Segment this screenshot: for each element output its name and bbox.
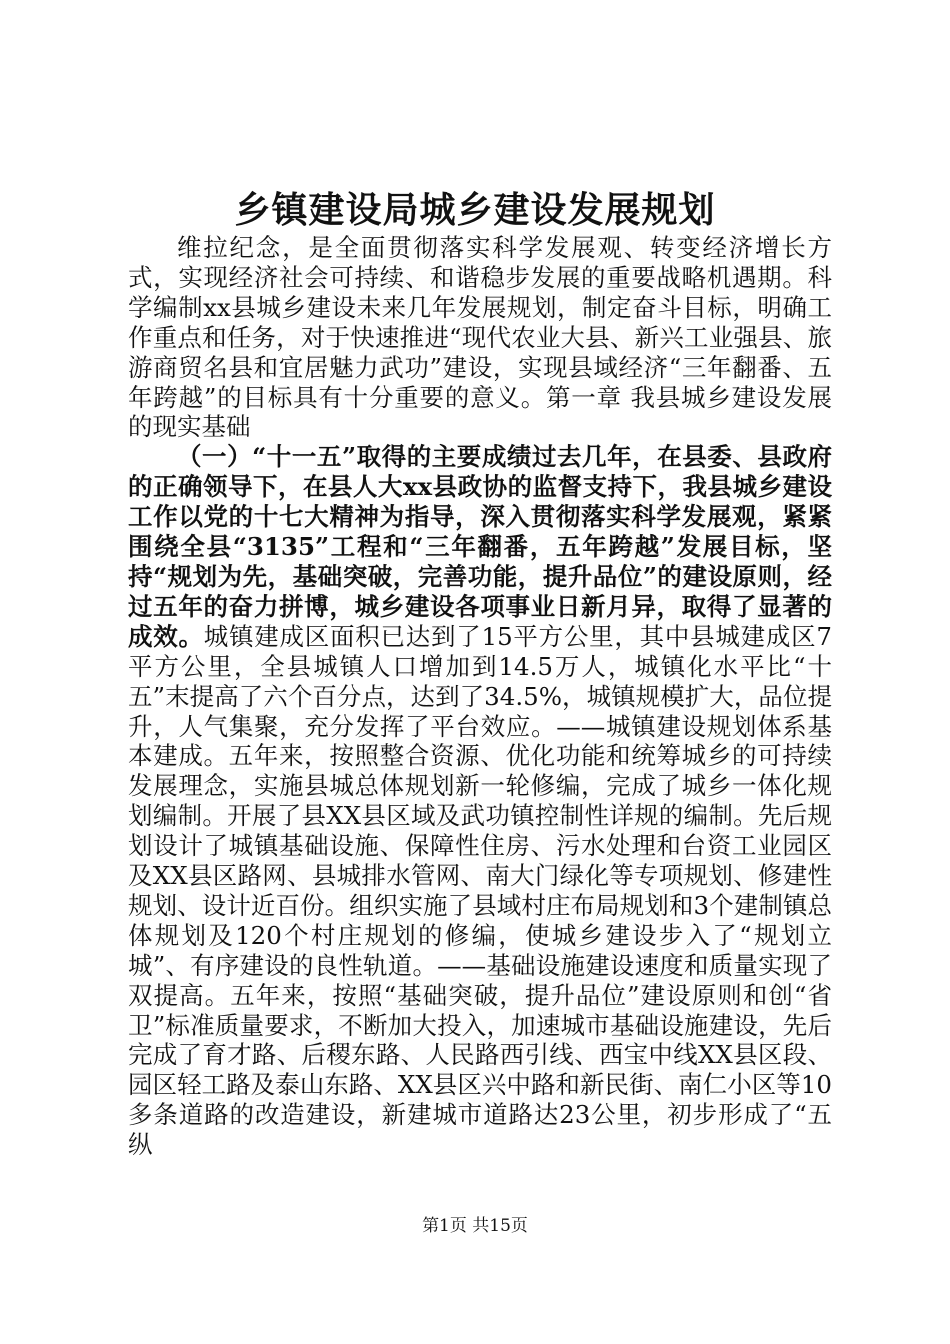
paragraph-intro-text: 维拉纪念，是全面贯彻落实科学发展观、转变经济增长方式，实现经济社会可持续、和谐稳步发展的重要战略机遇期。科学编制xx县城乡建设未来几年发展规划，制定奋斗目标，明确工作重点和任务，对于快速推进“现代农业大县、新兴工业强县、旅游商贸名县和宜居魅力武功”建设，实现县域经济“三年翻番、五年跨越”的目标具有十分重要的意义。第一章 我县城乡建设发展的现实基础 (128, 233, 832, 442)
paragraph-intro (128, 233, 832, 442)
page-number-footer: 第1页 共15页 (422, 1216, 528, 1236)
document-title: 乡镇建设局城乡建设发展规划 (234, 189, 716, 231)
paragraph-achievements (128, 442, 832, 1160)
document-body (128, 233, 832, 1160)
paragraph-achievements-text: 城镇建成区面积已达到了15平方公里，其中县城建成区7平方公里，全县城镇人口增加到14.5万人，城镇化水平比“十五”末提高了六个百分点，达到了34.5%，城镇规模扩大，品位提升，人气集聚，充分发挥了平台效应。——城镇建设规划体系基本建成。五年来，按照整合资源、优化功能和统筹城乡的可持续发展理念，实施县城总体规划新一轮修编，完成了城乡一体化规划编制。开展了县XX县区域及武功镇控制性详规的编制。先后规划设计了城镇基础设施、保障性住房、污水处理和台资工业园区及XX县区路网、县城排水管网、南大门绿化等专项规划、修建性规划、设计近百份。组织实施了县域村庄布局规划和3个建制镇总体规划及120个村庄规划的修编，使城乡建设步入了“规划立城”、有序建设的良性轨道。——基础设施建设速度和质量实现了双提高。五年来，按照“基础突破，提升品位”建设原则和创“省卫”标准质量要求，不断加大投入，加速城市基础设施建设，先后完成了育才路、后稷东路、人民路西引线、西宝中线XX县区段、园区轻工路及泰山东路、XX县区兴中路和新民街、南仁小区等10多条道路的改造建设，新建城市道路达23公里，初步形成了“五纵 (128, 621, 832, 1160)
paragraph-achievements-lead: （一）“十一五”取得的主要成绩过去几年，在县委、县政府的正确领导下，在县人大xx县政协的监督支持下，我县城乡建设工作以党的十七大精神为指导，深入贯彻落实科学发展观，紧紧围绕全县“3135”工程和“三年翻番，五年跨越”发展目标，坚持“规划为先，基础突破，完善功能，提升品位”的建设原则，经过五年的奋力拼博，城乡建设各项事业日新月异，取得了显著的成效。 (128, 442, 832, 651)
